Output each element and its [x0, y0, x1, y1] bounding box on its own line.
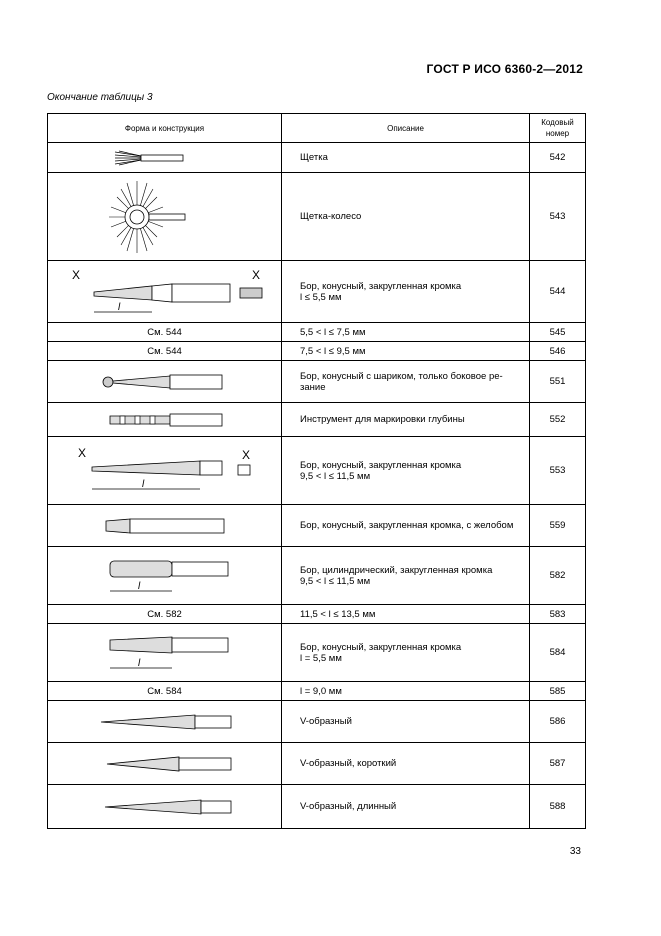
figure-cell — [48, 261, 282, 323]
short-v-shaped-bur-drawing — [85, 749, 245, 779]
description-cell: 7,5 < l ≤ 9,5 мм — [282, 342, 530, 361]
table-row — [48, 403, 586, 437]
code-cell: 551 — [530, 361, 586, 403]
figure-cell — [48, 361, 282, 403]
table-row — [48, 437, 586, 505]
code-cell: 586 — [530, 701, 586, 743]
description-cell: Бор, конусный с шариком, только боковое ре- зание — [282, 361, 530, 403]
section-mark-label: X — [241, 447, 250, 462]
cylindrical-bur-drawing — [90, 551, 240, 601]
description-cell: Щетка-колесо — [282, 173, 530, 261]
code-cell: 582 — [530, 547, 586, 605]
table-row — [48, 361, 586, 403]
figure-cell: См. 544 — [48, 342, 282, 361]
table-row — [48, 743, 586, 785]
figure-cell — [48, 505, 282, 547]
table-row — [48, 785, 586, 829]
figure-cell — [48, 403, 282, 437]
table-caption: Окончание таблицы 3 — [47, 92, 153, 103]
col-header-form: Форма и конструкция — [48, 114, 282, 143]
code-cell: 543 — [530, 173, 586, 261]
table-row — [48, 701, 586, 743]
table-row — [48, 682, 586, 701]
description-cell: l = 9,0 мм — [282, 682, 530, 701]
table-row — [48, 261, 586, 323]
code-cell: 545 — [530, 323, 586, 342]
code-cell: 585 — [530, 682, 586, 701]
code-cell: 542 — [530, 143, 586, 173]
section-mark-label: X — [77, 445, 86, 460]
figure-cell: См. 584 — [48, 682, 282, 701]
length-label: l — [137, 580, 140, 592]
description-cell: Щетка — [282, 143, 530, 173]
length-label: l — [137, 657, 140, 669]
code-cell: 552 — [530, 403, 586, 437]
code-cell: 588 — [530, 785, 586, 829]
description-cell: 5,5 < l ≤ 7,5 мм — [282, 323, 530, 342]
standard-header: ГОСТ Р ИСО 6360-2—2012 — [426, 62, 583, 76]
description-cell: Инструмент для маркировки глубины — [282, 403, 530, 437]
tools-table — [47, 113, 586, 829]
table-header-row — [48, 114, 586, 143]
description-cell: 11,5 < l ≤ 13,5 мм — [282, 605, 530, 624]
code-cell: 583 — [530, 605, 586, 624]
table-row — [48, 547, 586, 605]
v-shaped-bur-drawing — [85, 707, 245, 737]
table-row — [48, 342, 586, 361]
figure-cell — [48, 785, 282, 829]
figure-cell — [48, 743, 282, 785]
code-cell: 587 — [530, 743, 586, 785]
description-cell: Бор, конусный, закругленная кромка 9,5 < l ≤ 11,5 мм — [282, 437, 530, 505]
page-number: 33 — [569, 846, 581, 857]
description-cell: V-образный, короткий — [282, 743, 530, 785]
figure-cell — [48, 173, 282, 261]
description-cell: Бор, цилиндрический, закругленная кромка 9,5 < l ≤ 11,5 мм — [282, 547, 530, 605]
length-label: l — [141, 478, 144, 490]
figure-cell — [48, 143, 282, 173]
table-row — [48, 143, 586, 173]
table-row — [48, 173, 586, 261]
length-label: l — [117, 301, 120, 313]
short-tapered-bur-drawing — [90, 628, 240, 678]
table-row — [48, 505, 586, 547]
figure-cell — [48, 437, 282, 505]
figure-cell: См. 544 — [48, 323, 282, 342]
code-cell: 553 — [530, 437, 586, 505]
code-cell: 546 — [530, 342, 586, 361]
col-header-code: Кодовый номер — [530, 114, 586, 143]
grooved-bur-drawing — [90, 511, 240, 541]
ball-tip-bur-drawing — [90, 367, 240, 397]
table-row — [48, 323, 586, 342]
figure-cell — [48, 547, 282, 605]
depth-marker-drawing — [90, 409, 240, 431]
description-cell: Бор, конусный, закругленная кромка l ≤ 5,5 мм — [282, 261, 530, 323]
code-cell: 584 — [530, 624, 586, 682]
figure-cell: См. 582 — [48, 605, 282, 624]
figure-cell — [48, 624, 282, 682]
table-row — [48, 605, 586, 624]
brush-drawing — [105, 147, 225, 169]
section-mark-label: X — [71, 267, 80, 282]
long-v-shaped-bur-drawing — [85, 792, 245, 822]
table-row — [48, 624, 586, 682]
code-cell: 559 — [530, 505, 586, 547]
description-cell: Бор, конусный, закругленная кромка, с желобом — [282, 505, 530, 547]
code-cell: 544 — [530, 261, 586, 323]
description-cell: V-образный — [282, 701, 530, 743]
tapered-bur-drawing — [60, 264, 270, 320]
wheel-brush-drawing — [105, 177, 225, 257]
col-header-description: Описание — [282, 114, 530, 143]
section-mark-label: X — [251, 267, 260, 282]
long-tapered-bur-drawing — [60, 441, 270, 501]
description-cell: V-образный, длинный — [282, 785, 530, 829]
figure-cell — [48, 701, 282, 743]
description-cell: Бор, конусный, закругленная кромка l = 5,5 мм — [282, 624, 530, 682]
